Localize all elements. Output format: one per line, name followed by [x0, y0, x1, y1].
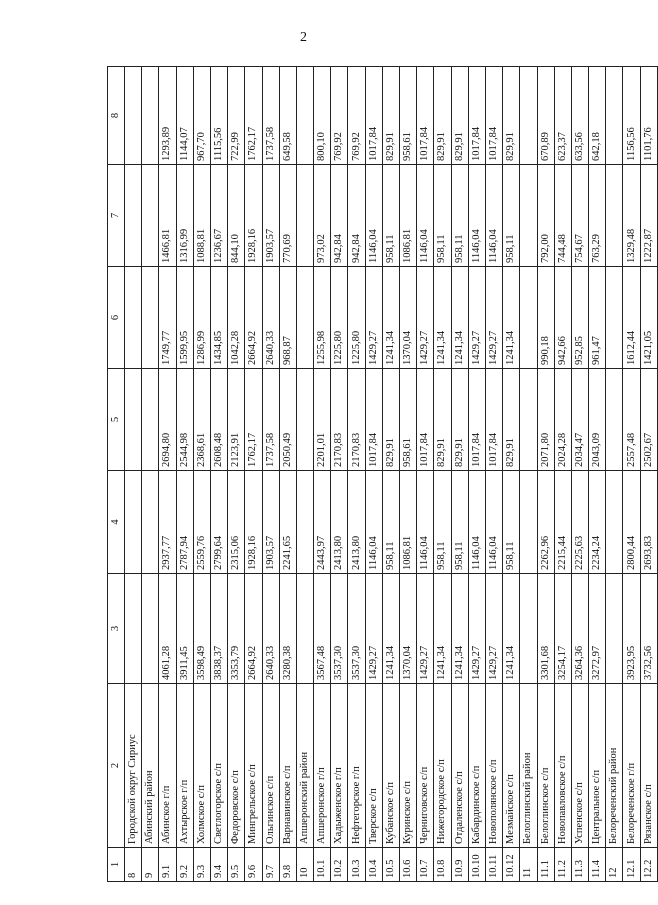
value-cell: 968,87 [279, 267, 296, 369]
value-cell: 829,91 [434, 369, 451, 471]
row-number-cell: 10.4 [365, 848, 382, 882]
value-cell: 2559,76 [193, 471, 210, 574]
table-row [417, 67, 434, 882]
header-cell: 7 [108, 165, 125, 267]
table-row [262, 67, 279, 882]
value-cell: 1370,04 [400, 267, 417, 369]
name-cell: Черниговское с/п [417, 684, 434, 848]
name-cell: Апшеронское г/п [314, 684, 331, 848]
name-cell: Белореченский район [606, 684, 623, 848]
value-cell: 2201,01 [314, 369, 331, 471]
row-number-cell: 9.3 [193, 848, 210, 882]
value-cell: 3353,79 [228, 574, 245, 684]
table-row [159, 67, 176, 882]
value-cell: 1236,67 [210, 165, 227, 267]
name-cell: Центральное с/п [589, 684, 606, 848]
value-cell [296, 165, 313, 267]
value-cell: 1737,58 [262, 67, 279, 165]
value-cell: 1115,56 [210, 67, 227, 165]
row-number-cell: 9.2 [176, 848, 193, 882]
value-cell: 1241,34 [434, 574, 451, 684]
value-cell: 961,47 [589, 267, 606, 369]
rotated-table-container [107, 67, 654, 882]
value-cell: 958,11 [503, 165, 520, 267]
value-cell: 942,84 [331, 165, 348, 267]
value-cell: 2215,44 [554, 471, 571, 574]
value-cell: 649,58 [279, 67, 296, 165]
value-cell [296, 267, 313, 369]
value-cell: 1329,48 [623, 165, 640, 267]
name-cell: Городской округ Сириус [125, 684, 142, 848]
value-cell: 2043,09 [589, 369, 606, 471]
value-cell: 2937,77 [159, 471, 176, 574]
value-cell: 623,37 [554, 67, 571, 165]
value-cell: 952,85 [571, 267, 588, 369]
table-row [520, 67, 537, 882]
value-cell: 3537,30 [331, 574, 348, 684]
value-cell: 829,91 [434, 67, 451, 165]
value-cell: 1928,16 [245, 165, 262, 267]
value-cell: 958,11 [434, 165, 451, 267]
value-cell: 958,11 [434, 471, 451, 574]
name-cell: Успенское с/п [571, 684, 588, 848]
table-row [537, 67, 554, 882]
name-cell: Кубанское с/п [382, 684, 399, 848]
value-cell [520, 369, 537, 471]
value-cell: 3598,49 [193, 574, 210, 684]
table-row [382, 67, 399, 882]
row-number-cell: 10.7 [417, 848, 434, 882]
name-cell: Ахтырское г/п [176, 684, 193, 848]
tariff-table [107, 66, 658, 882]
value-cell: 1088,81 [193, 165, 210, 267]
value-cell: 1101,76 [640, 67, 657, 165]
value-cell [520, 267, 537, 369]
name-cell: Новопавловское с/п [554, 684, 571, 848]
header-cell: 3 [108, 574, 125, 684]
header-cell: 4 [108, 471, 125, 574]
row-number-cell: 12.2 [640, 848, 657, 882]
value-cell: 2241,65 [279, 471, 296, 574]
value-cell: 958,61 [400, 369, 417, 471]
name-cell: Куринское с/п [400, 684, 417, 848]
value-cell: 3254,17 [554, 574, 571, 684]
value-cell: 1241,34 [503, 574, 520, 684]
value-cell: 844,10 [228, 165, 245, 267]
value-cell: 3838,37 [210, 574, 227, 684]
table-row [193, 67, 210, 882]
name-cell: Нефтегорское г/п [348, 684, 365, 848]
value-cell: 2640,33 [262, 267, 279, 369]
value-cell: 3732,56 [640, 574, 657, 684]
value-cell: 1146,04 [485, 165, 502, 267]
value-cell [606, 67, 623, 165]
value-cell: 2544,98 [176, 369, 193, 471]
value-cell: 2443,97 [314, 471, 331, 574]
value-cell: 829,91 [451, 67, 468, 165]
value-cell: 1737,58 [262, 369, 279, 471]
table-row [640, 67, 657, 882]
row-number-cell: 10.6 [400, 848, 417, 882]
value-cell: 1293,89 [159, 67, 176, 165]
value-cell [606, 471, 623, 574]
value-cell [606, 369, 623, 471]
table-row [176, 67, 193, 882]
header-cell: 1 [108, 848, 125, 882]
row-number-cell: 10.11 [485, 848, 502, 882]
name-cell: Абинский район [142, 684, 159, 848]
value-cell: 792,00 [537, 165, 554, 267]
row-number-cell: 10.8 [434, 848, 451, 882]
row-number-cell: 9.1 [159, 848, 176, 882]
value-cell: 1370,04 [400, 574, 417, 684]
row-number-cell: 12 [606, 848, 623, 882]
value-cell: 1241,34 [503, 267, 520, 369]
table-row [503, 67, 520, 882]
value-cell [125, 471, 142, 574]
row-number-cell: 10.9 [451, 848, 468, 882]
value-cell: 800,10 [314, 67, 331, 165]
name-cell: Хадыженское г/п [331, 684, 348, 848]
table-row [210, 67, 227, 882]
name-cell: Кабардинское с/п [468, 684, 485, 848]
table-body [108, 67, 658, 882]
row-number-cell: 11.1 [537, 848, 554, 882]
value-cell [142, 267, 159, 369]
row-number-cell: 9.8 [279, 848, 296, 882]
value-cell: 958,11 [382, 471, 399, 574]
table-row [296, 67, 313, 882]
value-cell [125, 574, 142, 684]
value-cell: 1017,84 [485, 67, 502, 165]
value-cell: 829,91 [503, 67, 520, 165]
name-cell: Нижегородское с/п [434, 684, 451, 848]
value-cell: 1429,27 [417, 267, 434, 369]
name-cell: Рязанское с/п [640, 684, 657, 848]
value-cell: 1146,04 [468, 471, 485, 574]
value-cell: 2608,48 [210, 369, 227, 471]
value-cell [142, 471, 159, 574]
header-cell: 6 [108, 267, 125, 369]
value-cell: 3911,45 [176, 574, 193, 684]
value-cell: 1156,56 [623, 67, 640, 165]
value-cell: 2664,92 [245, 267, 262, 369]
value-cell: 1146,04 [417, 165, 434, 267]
value-cell: 1017,84 [417, 369, 434, 471]
value-cell: 973,02 [314, 165, 331, 267]
value-cell: 1241,34 [451, 267, 468, 369]
value-cell: 942,66 [554, 267, 571, 369]
row-number-cell: 8 [125, 848, 142, 882]
table-row [623, 67, 640, 882]
value-cell: 1241,34 [451, 574, 468, 684]
row-number-cell: 9 [142, 848, 159, 882]
value-cell: 829,91 [382, 369, 399, 471]
value-cell: 2170,83 [331, 369, 348, 471]
value-cell: 3272,97 [589, 574, 606, 684]
value-cell: 2234,24 [589, 471, 606, 574]
name-cell: Мезмайское с/п [503, 684, 520, 848]
value-cell [142, 369, 159, 471]
value-cell: 958,11 [382, 165, 399, 267]
value-cell: 1316,99 [176, 165, 193, 267]
row-number-cell: 11.2 [554, 848, 571, 882]
value-cell: 3537,30 [348, 574, 365, 684]
value-cell [520, 471, 537, 574]
value-cell: 3301,68 [537, 574, 554, 684]
row-number-cell: 11.4 [589, 848, 606, 882]
value-cell: 2413,80 [348, 471, 365, 574]
row-number-cell: 11 [520, 848, 537, 882]
value-cell: 1146,04 [485, 471, 502, 574]
name-cell: Абинское г/п [159, 684, 176, 848]
table-row [434, 67, 451, 882]
value-cell: 1042,28 [228, 267, 245, 369]
value-cell: 1146,04 [417, 471, 434, 574]
value-cell: 2050,49 [279, 369, 296, 471]
table-row [314, 67, 331, 882]
value-cell: 1017,84 [365, 369, 382, 471]
table-row [228, 67, 245, 882]
value-cell: 633,56 [571, 67, 588, 165]
value-cell: 2557,48 [623, 369, 640, 471]
value-cell [296, 471, 313, 574]
value-cell: 744,48 [554, 165, 571, 267]
name-cell: Светлогорское с/п [210, 684, 227, 848]
row-number-cell: 9.5 [228, 848, 245, 882]
value-cell: 769,92 [348, 67, 365, 165]
value-cell: 2368,61 [193, 369, 210, 471]
row-number-cell: 9.7 [262, 848, 279, 882]
row-number-cell: 9.4 [210, 848, 227, 882]
value-cell: 1749,77 [159, 267, 176, 369]
value-cell: 958,11 [451, 165, 468, 267]
value-cell: 1241,34 [434, 267, 451, 369]
header-cell: 8 [108, 67, 125, 165]
value-cell: 958,11 [503, 471, 520, 574]
value-cell: 1429,27 [468, 574, 485, 684]
value-cell: 2800,44 [623, 471, 640, 574]
table-row [400, 67, 417, 882]
value-cell [296, 369, 313, 471]
value-cell [125, 165, 142, 267]
table-row [554, 67, 571, 882]
value-cell: 3264,36 [571, 574, 588, 684]
value-cell: 722,99 [228, 67, 245, 165]
page-number: 2 [300, 30, 307, 45]
value-cell [142, 574, 159, 684]
value-cell: 2262,96 [537, 471, 554, 574]
value-cell: 2787,94 [176, 471, 193, 574]
name-cell: Апшеронский район [296, 684, 313, 848]
value-cell: 1434,85 [210, 267, 227, 369]
name-cell: Белоглинское с/п [537, 684, 554, 848]
value-cell: 1222,87 [640, 165, 657, 267]
table-row [571, 67, 588, 882]
header-cell: 2 [108, 684, 125, 848]
value-cell: 1017,84 [485, 369, 502, 471]
value-cell: 1928,16 [245, 471, 262, 574]
value-cell: 2024,28 [554, 369, 571, 471]
value-cell: 958,11 [451, 471, 468, 574]
row-number-cell: 10.10 [468, 848, 485, 882]
value-cell: 1429,27 [365, 267, 382, 369]
value-cell: 990,18 [537, 267, 554, 369]
value-cell: 1429,27 [365, 574, 382, 684]
name-cell: Ольгинское с/п [262, 684, 279, 848]
value-cell: 829,91 [503, 369, 520, 471]
name-cell: Белоглинский район [520, 684, 537, 848]
value-cell: 2315,06 [228, 471, 245, 574]
name-cell: Белореченское г/п [623, 684, 640, 848]
table-row [485, 67, 502, 882]
value-cell [520, 165, 537, 267]
value-cell: 1421,05 [640, 267, 657, 369]
value-cell: 1429,27 [485, 267, 502, 369]
value-cell: 1017,84 [468, 67, 485, 165]
value-cell: 1903,57 [262, 165, 279, 267]
table-row [365, 67, 382, 882]
value-cell: 1241,34 [382, 267, 399, 369]
value-cell [125, 67, 142, 165]
table-row [589, 67, 606, 882]
value-cell: 2664,92 [245, 574, 262, 684]
value-cell: 942,84 [348, 165, 365, 267]
row-number-cell: 9.6 [245, 848, 262, 882]
table-row [142, 67, 159, 882]
value-cell: 1086,81 [400, 471, 417, 574]
value-cell: 1146,04 [365, 471, 382, 574]
row-number-cell: 10.5 [382, 848, 399, 882]
value-cell [125, 369, 142, 471]
row-number-cell: 11.3 [571, 848, 588, 882]
value-cell: 1146,04 [468, 165, 485, 267]
name-cell: Мингрельское с/п [245, 684, 262, 848]
value-cell [296, 67, 313, 165]
value-cell: 1017,84 [417, 67, 434, 165]
value-cell: 3567,48 [314, 574, 331, 684]
value-cell: 2694,80 [159, 369, 176, 471]
value-cell: 1429,27 [417, 574, 434, 684]
value-cell: 1017,84 [365, 67, 382, 165]
table-row [125, 67, 142, 882]
value-cell: 1017,84 [468, 369, 485, 471]
row-number-cell: 10.12 [503, 848, 520, 882]
table-row [245, 67, 262, 882]
value-cell: 769,92 [331, 67, 348, 165]
value-cell: 2034,47 [571, 369, 588, 471]
value-cell: 1599,95 [176, 267, 193, 369]
value-cell: 1612,44 [623, 267, 640, 369]
value-cell: 2123,91 [228, 369, 245, 471]
table-row [279, 67, 296, 882]
value-cell [142, 165, 159, 267]
value-cell: 1255,98 [314, 267, 331, 369]
value-cell: 1762,17 [245, 369, 262, 471]
name-cell: Федоровское с/п [228, 684, 245, 848]
value-cell: 1429,27 [485, 574, 502, 684]
value-cell: 4061,28 [159, 574, 176, 684]
value-cell: 958,61 [400, 67, 417, 165]
row-number-cell: 10.3 [348, 848, 365, 882]
table-row [331, 67, 348, 882]
value-cell: 1286,99 [193, 267, 210, 369]
value-cell: 754,67 [571, 165, 588, 267]
value-cell: 1146,04 [365, 165, 382, 267]
value-cell [520, 574, 537, 684]
value-cell [125, 267, 142, 369]
value-cell: 1429,27 [468, 267, 485, 369]
value-cell: 1903,57 [262, 471, 279, 574]
value-cell: 2640,33 [262, 574, 279, 684]
value-cell: 770,69 [279, 165, 296, 267]
value-cell: 1466,81 [159, 165, 176, 267]
name-cell: Варнавинское с/п [279, 684, 296, 848]
value-cell [520, 67, 537, 165]
value-cell [296, 574, 313, 684]
value-cell [606, 574, 623, 684]
value-cell: 2799,64 [210, 471, 227, 574]
name-cell: Новополянское с/п [485, 684, 502, 848]
value-cell: 1225,80 [331, 267, 348, 369]
row-number-cell: 12.1 [623, 848, 640, 882]
value-cell: 1086,81 [400, 165, 417, 267]
value-cell [142, 67, 159, 165]
value-cell: 642,18 [589, 67, 606, 165]
name-cell: Отдаленское с/п [451, 684, 468, 848]
value-cell: 2225,63 [571, 471, 588, 574]
table-row [606, 67, 623, 882]
value-cell [606, 165, 623, 267]
value-cell: 2071,80 [537, 369, 554, 471]
value-cell: 1144,07 [176, 67, 193, 165]
value-cell: 1762,17 [245, 67, 262, 165]
header-cell: 5 [108, 369, 125, 471]
value-cell: 829,91 [382, 67, 399, 165]
value-cell: 3923,95 [623, 574, 640, 684]
table-row [468, 67, 485, 882]
table-row [451, 67, 468, 882]
value-cell: 2413,80 [331, 471, 348, 574]
name-cell: Тверское с/п [365, 684, 382, 848]
header-row [108, 67, 125, 882]
value-cell: 2693,83 [640, 471, 657, 574]
name-cell: Холмское с/п [193, 684, 210, 848]
value-cell: 670,89 [537, 67, 554, 165]
row-number-cell: 10.2 [331, 848, 348, 882]
row-number-cell: 10 [296, 848, 313, 882]
value-cell: 829,91 [451, 369, 468, 471]
value-cell: 1225,80 [348, 267, 365, 369]
table-row [348, 67, 365, 882]
value-cell [606, 267, 623, 369]
value-cell: 967,70 [193, 67, 210, 165]
value-cell: 2502,67 [640, 369, 657, 471]
value-cell: 763,29 [589, 165, 606, 267]
row-number-cell: 10.1 [314, 848, 331, 882]
value-cell: 1241,34 [382, 574, 399, 684]
value-cell: 2170,83 [348, 369, 365, 471]
value-cell: 3280,38 [279, 574, 296, 684]
